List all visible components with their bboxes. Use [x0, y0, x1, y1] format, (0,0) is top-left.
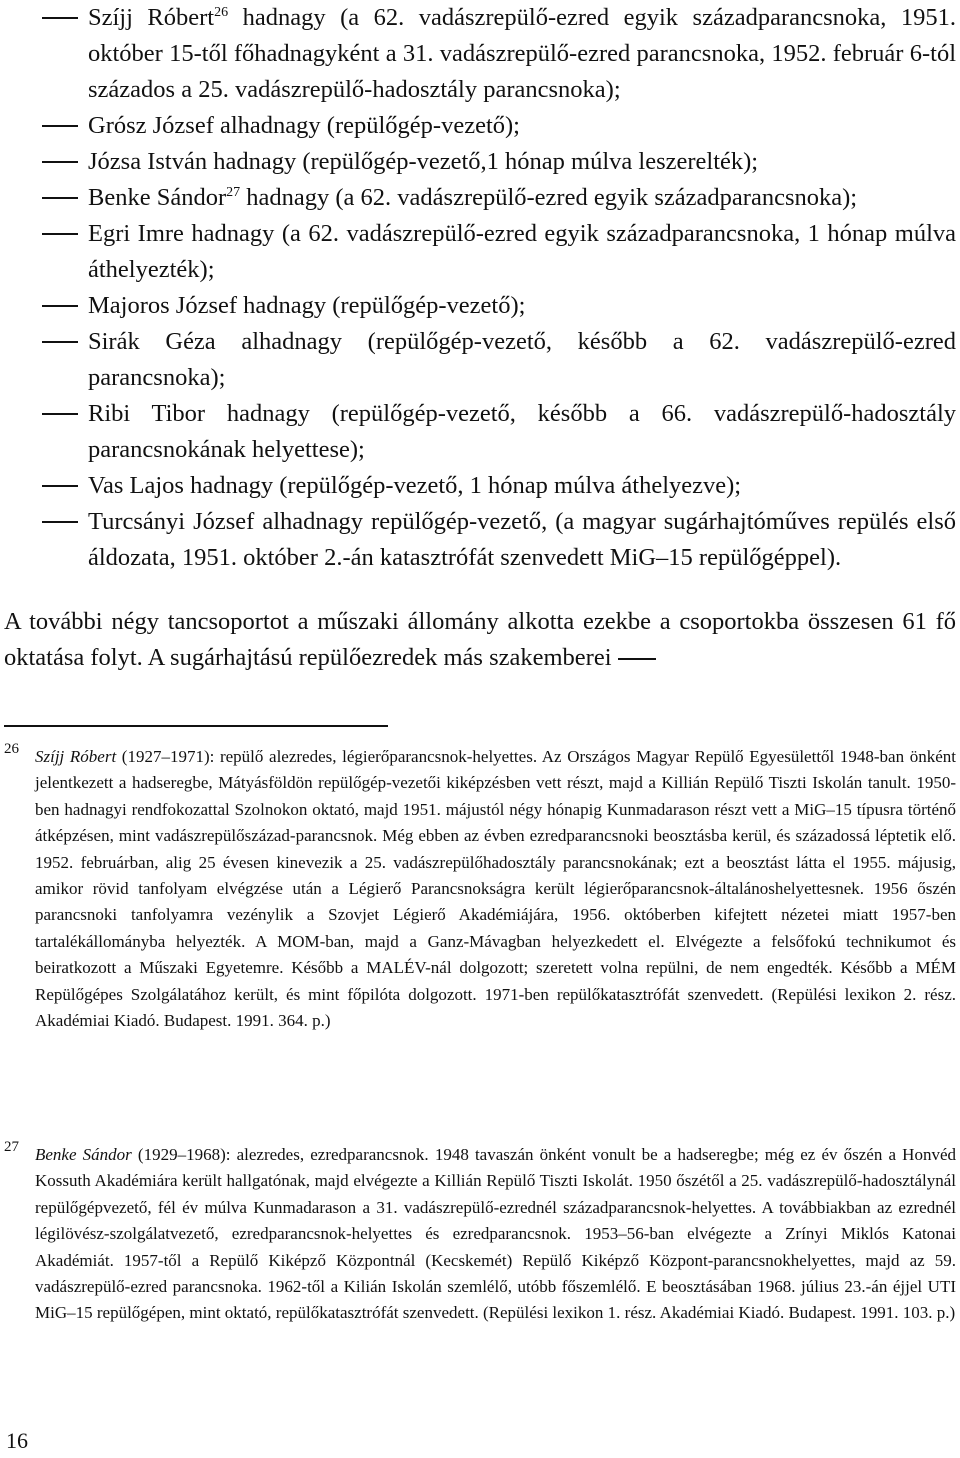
officer-name: Szíjj Róbert	[88, 4, 215, 31]
dash-bullet	[42, 161, 78, 163]
dash-bullet	[42, 341, 78, 343]
dash-bullet	[42, 305, 78, 307]
footnote-person: Benke Sándor	[35, 1145, 132, 1164]
officer-name: Egri Imre	[88, 220, 184, 247]
dash-bullet	[42, 521, 78, 523]
dash-bullet	[42, 197, 78, 199]
list-item	[0, 504, 960, 576]
footnote-separator	[4, 725, 388, 727]
officer-description: hadnagy (repülőgép-vezető, később a 66. vadászrepülő-hadosztály parancsnokának helyettese);	[88, 400, 956, 463]
list-item	[0, 0, 960, 108]
trailing-dash	[618, 658, 656, 660]
list-item	[0, 108, 960, 144]
footnote-number: 27	[4, 1139, 19, 1155]
page-number: 16	[6, 1428, 28, 1453]
footnote-26	[0, 741, 960, 1034]
footnote-text	[35, 744, 956, 1034]
officer-description: hadnagy (a 62. vadászrepülő-ezred egyik századparancsnoka, 1951. október 15-től főhadnagyként a 31. vadászrepülő-ezred parancsnoka, 1952. február 6-tól százados a 25. vadászrepülő-hadosztály parancsnoka);	[88, 4, 956, 103]
dash-bullet	[42, 233, 78, 235]
dash-bullet	[42, 485, 78, 487]
footnote-number: 26	[4, 741, 19, 757]
officer-description: hadnagy (repülőgép-vezető,1 hónap múlva leszerelték);	[207, 148, 759, 175]
footnote-body: (1927–1971): repülő alezredes, légierőparancsnok-helyettes. Az Országos Magyar Repülő Egyesülettől 1948-ban önként jelentkezett a hadseregbe, Mátyásföldön repülőgép-vezetői kiképzésben vett részt, majd a Killián Repülő Tiszti Iskolán tanult. 1950-ben hadnagyi rendfokozattal Szolnokon oktató, majd 1951. májustól négy hónapig Kunmadarason részt vett a MiG–15 típusra történő átképzésen, mint vadászrepülőszázad-parancsnok. Még ebben az évben ezredparancsnoki beosztásba kerül, és századossá léptetik elő. 1952. februárban, alig 25 évesen kinevezik a 25. vadászrepülőhadosztály parancsnokának; ezt a beosztást látta el 1955. májusig, amikor rövid tanfolyam elvégzése után a Légierő Parancsnokságra került légierőparancsnok-általánoshelyettesnek. 1956 őszén parancsnoki tanfolyamra vezénylik a Szovjet Légierő Akadémiájára, 1956. októberben kifejtett nézetei miatt 1957-ben tartalékállományba helyezték. A MOM-ban, majd a Ganz-Mávagban helyezkedett el. Elvégezte a felsőfokú technikumot és beiratkozott a Műszaki Egyetemre. Később a MALÉV-nál dolgozott; szeretett volna repülni, de nem engedték. Később a MÉM Repülőgépes Szolgálatához került, és mint főpilóta dolgozott. 1971-ben repülőkatasztrófát szenvedett. (Repülési lexikon 2. rész. Akadémiai Kiadó. Budapest. 1991. 364. p.)	[35, 747, 956, 1031]
officer-name: Majoros József	[88, 292, 238, 319]
footnote-body: (1929–1968): alezredes, ezredparancsnok. 1948 tavaszán önként vonult be a hadseregbe; még ez év őszén a Honvéd Kossuth Akadémiára került hallgatónak, majd elvégezte a Killián Repülő Tiszti Iskolát. 1950 őszétől a 25. vadászrepülő-hadosztálynál repülőgépvezető, fél év múlva Kunmadarason a 31. vadászrepülő-ezrednél századparancsnok-helyettes. A továbbiakban az ezrednél légilövész-szolgálatvezető, ezredparancsnok-helyettes és ezredparancsnok. 1953–56-ban elvégezte a Zrínyi Miklós Katonai Akadémiát. 1957-től a Repülő Kiképző Központnál (Kecskemét) Repülő Kiképző Központ-parancsnokhelyettes, majd az 59. vadászrepülő-ezred parancsnoka. 1962-től a Kilián Iskolán szemlélő, utóbb főszemlélő. E beosztásában 1968. július 23.-án éjjel UTI MiG–15 repülőgépen, mint oktató, repülőkatasztrófát szenvedett. (Repülési lexikon 1. rész. Akadémiai Kiadó. Budapest. 1991. 103. p.)	[35, 1145, 956, 1323]
officer-description: alhadnagy (repülőgép-vezető, később a 62. vadászrepülő-ezred parancsnoka);	[88, 328, 956, 391]
officer-name: Józsa István	[88, 148, 208, 175]
officer-description: hadnagy (repülőgép-vezető);	[237, 292, 526, 319]
footnote-27	[0, 1139, 960, 1327]
officer-name: Ribi Tibor	[88, 400, 206, 427]
list-item	[0, 468, 960, 504]
list-item	[0, 180, 960, 216]
officer-name: Sirák Géza	[88, 328, 216, 355]
list-item	[0, 216, 960, 288]
footnote-person: Szíjj Róbert	[35, 747, 117, 766]
dash-bullet	[42, 413, 78, 415]
officer-name: Vas Lajos	[88, 472, 184, 499]
officer-name: Benke Sándor	[88, 184, 227, 211]
officer-description: hadnagy (repülőgép-vezető, 1 hónap múlva áthelyezve);	[183, 472, 742, 499]
footnote-ref: 26	[214, 4, 229, 20]
officer-name: Grósz József	[88, 112, 214, 139]
officer-description: hadnagy (a 62. vadászrepülő-ezred egyik századparancsnoka);	[240, 184, 858, 211]
paragraph-text: A további négy tancsoportot a műszaki állomány alkotta ezekbe a csoportokba összesen 61 fő oktatása folyt. A sugárhajtású repülőezredek más szakemberei	[4, 608, 956, 671]
officer-name: Turcsányi József	[88, 508, 255, 535]
dash-bullet	[42, 125, 78, 127]
officer-description: hadnagy (a 62. vadászrepülő-ezred egyik századparancsnoka, 1 hónap múlva áthelyezték);	[88, 220, 957, 283]
officer-description: alhadnagy repülőgép-vezető, (a magyar sugárhajtóműves repülés első áldozata, 1951. október 2.-án katasztrófát szenvedett MiG–15 repülőgéppel).	[88, 508, 956, 571]
footnote-ref: 27	[226, 184, 241, 200]
list-item	[0, 144, 960, 180]
footnote-text	[35, 1142, 956, 1327]
body-paragraph	[4, 604, 956, 676]
list-item	[0, 396, 960, 468]
list-item	[0, 288, 960, 324]
dash-bullet	[42, 17, 78, 19]
officer-description: alhadnagy (repülőgép-vezető);	[213, 112, 520, 139]
list-item	[0, 324, 960, 396]
